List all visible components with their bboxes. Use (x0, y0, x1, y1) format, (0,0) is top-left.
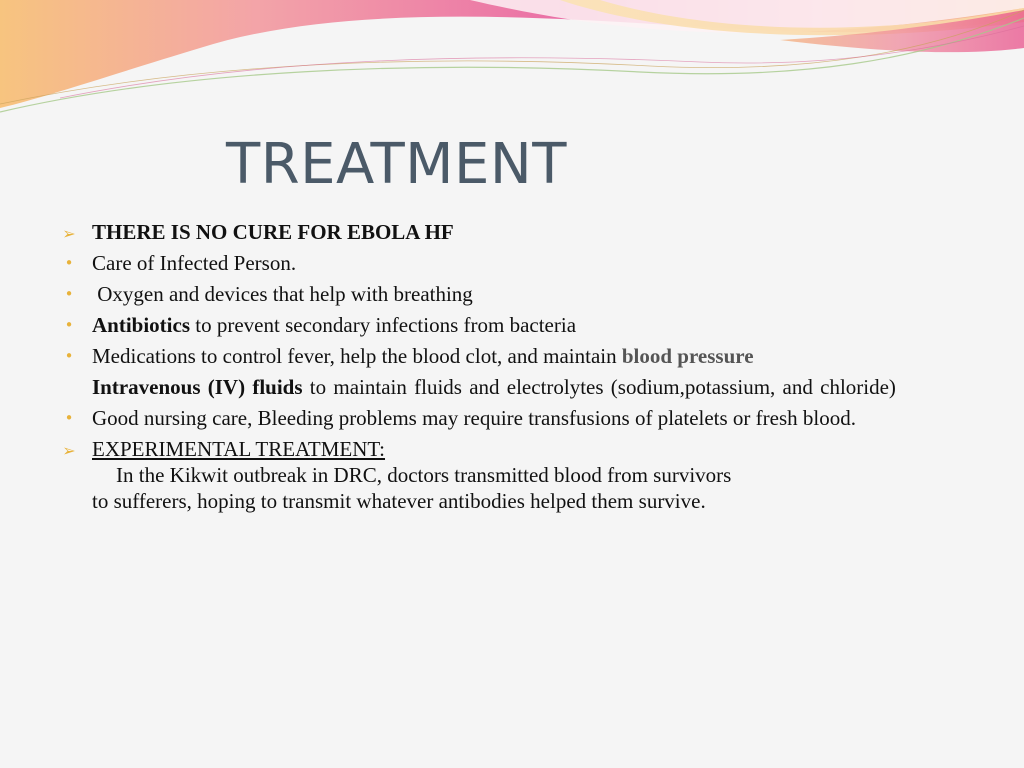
dot-bullet-icon: • (64, 409, 74, 427)
experimental-line (92, 462, 963, 488)
item-text: to maintain fluids and electrolytes (sodium,potassium, and chloride) (302, 375, 896, 399)
item-highlight-text: blood pressure (621, 344, 754, 368)
experimental-line-1: In the Kikwit outbreak in DRC, doctors transmitted blood from survivors (116, 463, 732, 487)
list-item (64, 312, 963, 338)
item-text: to prevent secondary infections from bacteria (190, 313, 577, 337)
experimental-line-2: to sufferers, hoping to transmit whatever antibodies helped them survive. (92, 489, 706, 513)
list-item (62, 219, 963, 245)
item-text: Care of Infected Person. (92, 251, 297, 275)
item-text: THERE IS NO CURE FOR EBOLA HF (92, 220, 454, 244)
list-item (92, 374, 963, 400)
list-item (64, 281, 963, 307)
dot-bullet-icon: • (64, 316, 74, 334)
arrow-bullet-icon: ➢ (62, 224, 76, 243)
list-item (62, 436, 963, 514)
list-item (64, 405, 963, 431)
experimental-heading: EXPERIMENTAL TREATMENT: (92, 437, 386, 461)
list-item (64, 250, 963, 276)
list-item (64, 343, 963, 369)
item-bold-text: Intravenous (IV) fluids (92, 375, 303, 399)
dot-bullet-icon: • (64, 254, 74, 272)
item-text: Medications to control fever, help the blood clot, and maintain (92, 344, 622, 368)
item-text: Good nursing care, Bleeding problems may require transfusions of platelets or fresh blood. (92, 406, 856, 430)
dot-bullet-icon: • (64, 285, 74, 303)
item-bold-text: Antibiotics (92, 313, 191, 337)
arrow-bullet-icon: ➢ (62, 441, 76, 460)
bullet-list (62, 219, 963, 519)
decorative-wave-banner (0, 0, 1024, 130)
item-text: Oxygen and devices that help with breathing (92, 282, 473, 306)
dot-bullet-icon: • (64, 347, 74, 365)
slide-title: TREATMENT (226, 132, 567, 197)
